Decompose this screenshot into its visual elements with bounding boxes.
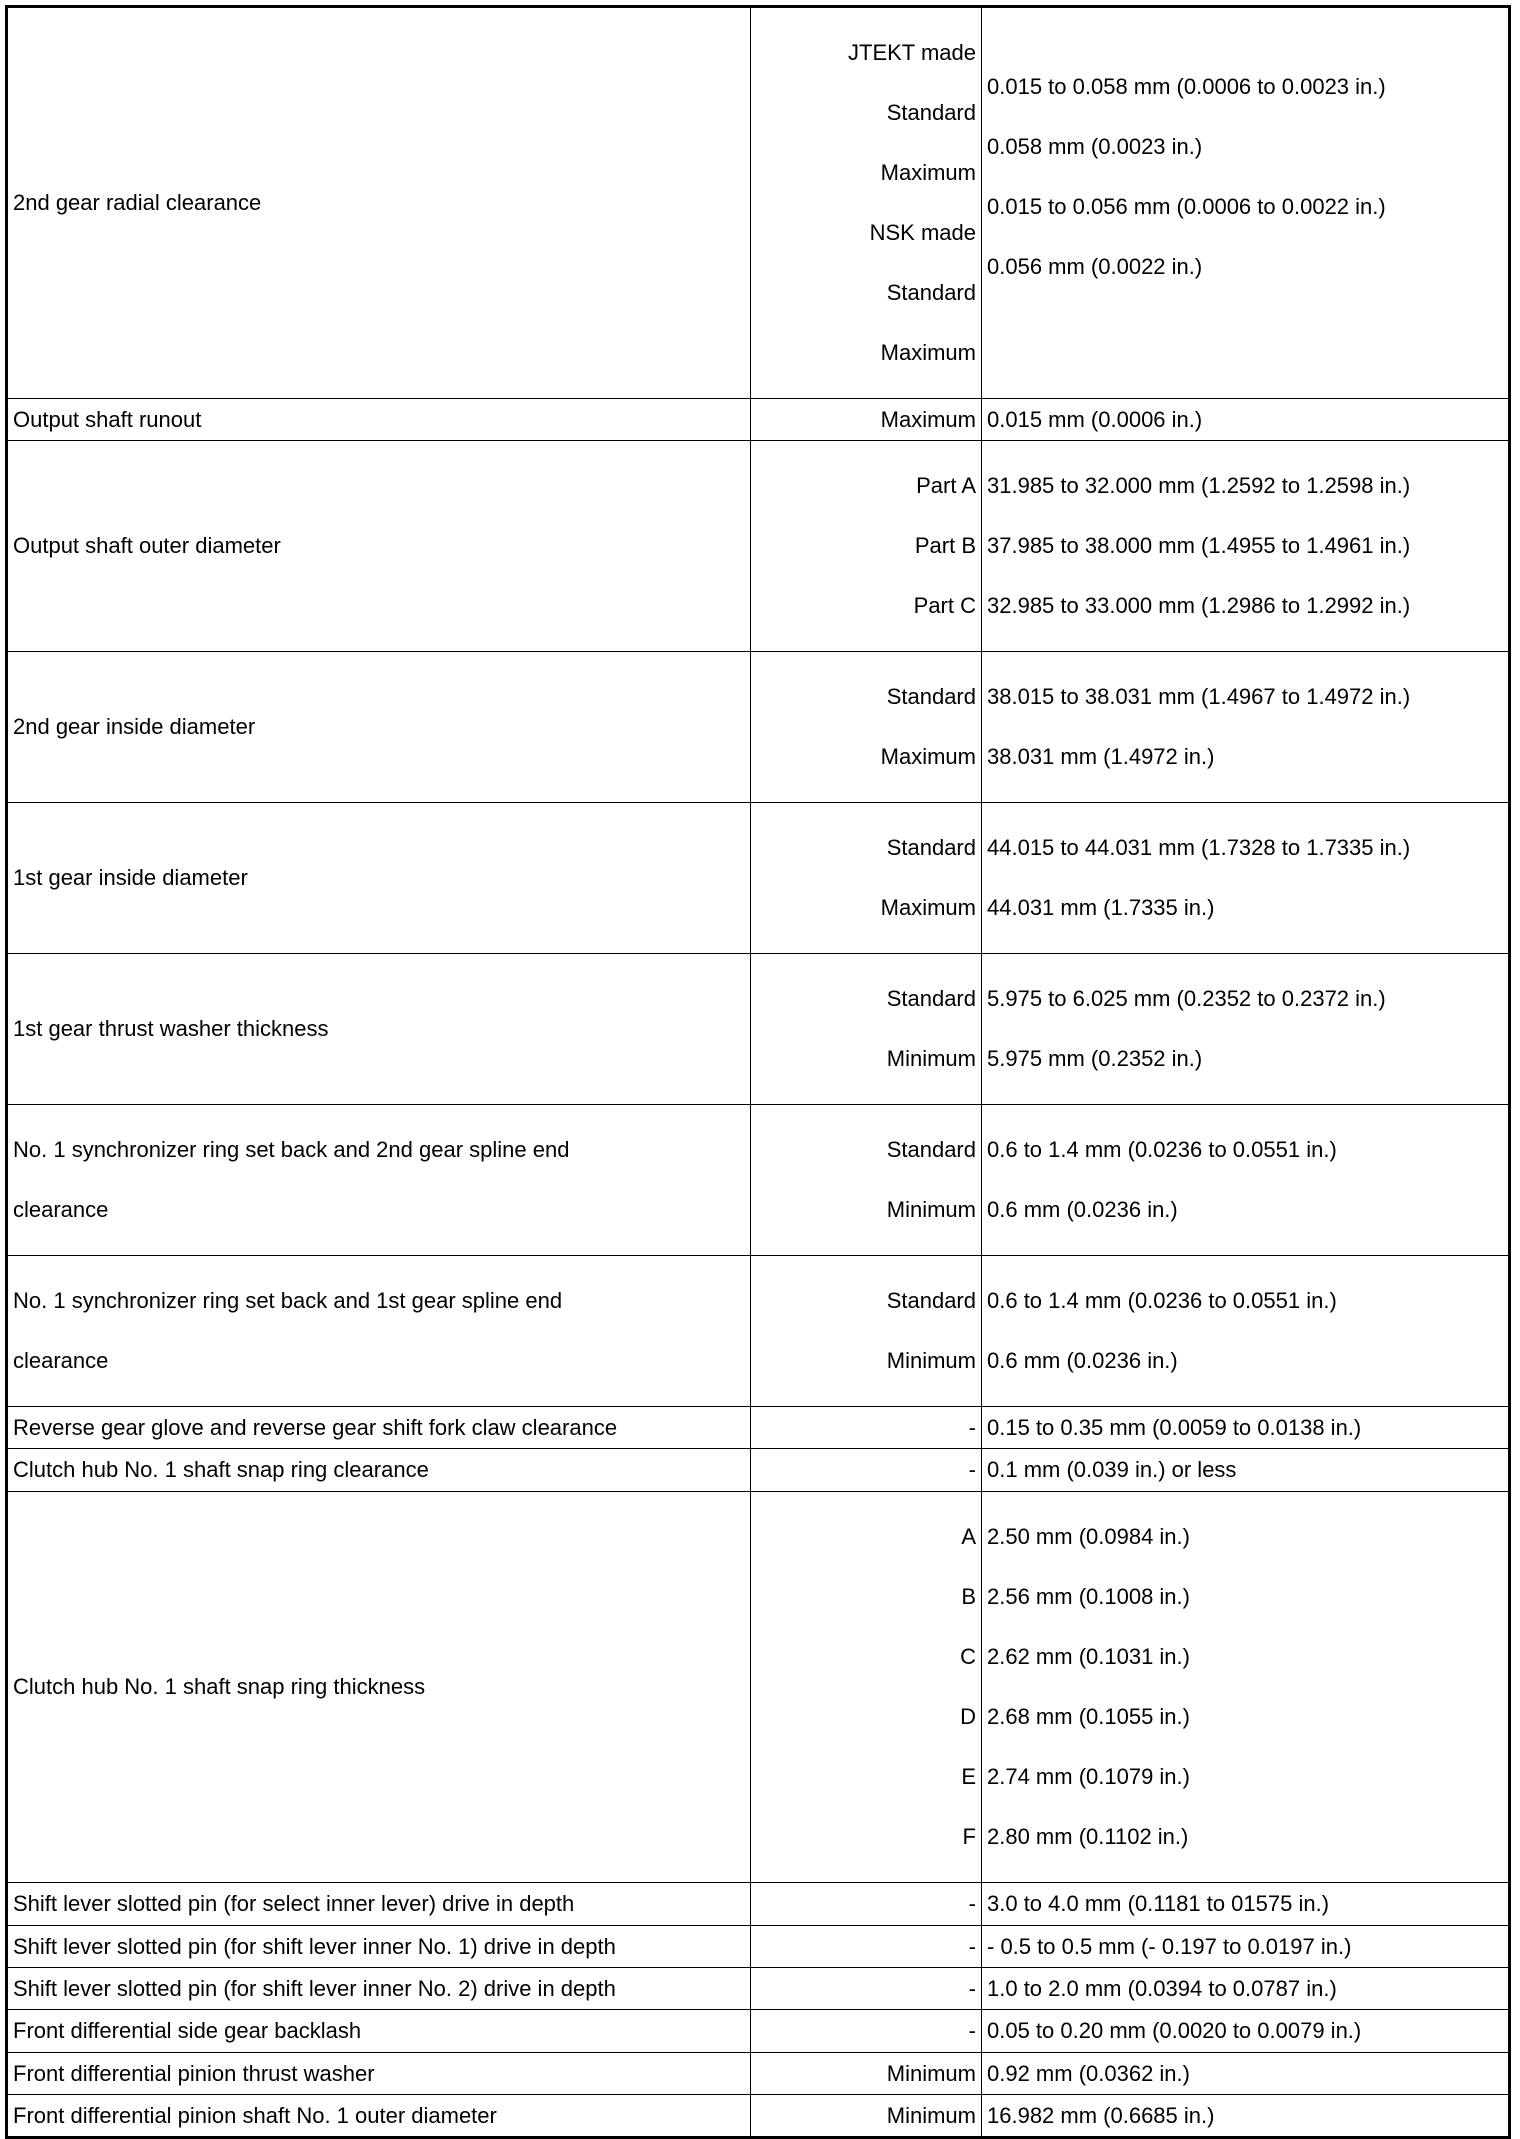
table-row (7, 1256, 1510, 1407)
table-row (7, 1105, 1510, 1256)
condition-text: Standard (886, 280, 976, 305)
table-row (7, 1968, 1510, 2010)
condition-text: E (961, 1764, 976, 1789)
specification-table-body (7, 7, 1510, 2138)
condition-cell (751, 1492, 982, 1883)
item-cell (7, 2010, 751, 2053)
table-row (7, 1883, 1510, 1926)
item-cell (7, 441, 751, 652)
condition-cell (751, 1449, 982, 1492)
value-text: 0.058 mm (0.0023 in.) (987, 134, 1203, 159)
item-cell (7, 2053, 751, 2095)
item-text: Reverse gear glove and reverse gear shift fork claw clearance (13, 1414, 618, 1440)
item-text: Output shaft runout (13, 406, 202, 432)
condition-text: Standard (886, 986, 976, 1011)
condition-text: - (968, 1891, 976, 1916)
condition-text: Standard (886, 1288, 976, 1313)
value-text: 0.015 to 0.056 mm (0.0006 to 0.0022 in.) (987, 194, 1386, 219)
value-cell (982, 399, 1510, 441)
condition-text: B (961, 1584, 976, 1609)
condition-text: D (960, 1704, 976, 1729)
value-text: 0.15 to 0.35 mm (0.0059 to 0.0138 in.) (987, 1414, 1362, 1440)
value-cell (982, 1105, 1510, 1256)
table-row (7, 1926, 1510, 1968)
item-text: Shift lever slotted pin (for shift lever inner No. 1) drive in depth (13, 1933, 616, 1959)
value-text: 44.015 to 44.031 mm (1.7328 to 1.7335 in.) (987, 835, 1411, 860)
table-row (7, 399, 1510, 441)
condition-text: - (968, 2018, 976, 2043)
value-text: 2.62 mm (0.1031 in.) (987, 1644, 1190, 1669)
item-cell (7, 1449, 751, 1492)
condition-text: Minimum (886, 2102, 976, 2128)
value-text: 2.68 mm (0.1055 in.) (987, 1704, 1190, 1729)
value-text: 5.975 to 6.025 mm (0.2352 to 0.2372 in.) (987, 986, 1386, 1011)
table-row (7, 2095, 1510, 2138)
item-text: No. 1 synchronizer ring set back and 2nd gear spline end (13, 1137, 570, 1162)
item-cell (7, 2095, 751, 2138)
value-text: 0.6 mm (0.0236 in.) (987, 1197, 1178, 1222)
value-cell (982, 1926, 1510, 1968)
value-text: 0.6 mm (0.0236 in.) (987, 1348, 1178, 1373)
item-text: Clutch hub No. 1 shaft snap ring clearance (13, 1457, 429, 1482)
value-text: 0.6 to 1.4 mm (0.0236 to 0.0551 in.) (987, 1288, 1337, 1313)
condition-cell (751, 652, 982, 803)
condition-cell (751, 2010, 982, 2053)
condition-text: Standard (886, 100, 976, 125)
value-text: 0.6 to 1.4 mm (0.0236 to 0.0551 in.) (987, 1137, 1337, 1162)
condition-cell (751, 1256, 982, 1407)
value-text: 5.975 mm (0.2352 in.) (987, 1046, 1203, 1071)
condition-cell (751, 399, 982, 441)
value-text: 0.056 mm (0.0022 in.) (987, 254, 1203, 279)
condition-text: - (968, 1457, 976, 1482)
condition-text: - (968, 1414, 976, 1440)
value-cell (982, 2053, 1510, 2095)
value-cell (982, 1407, 1510, 1449)
item-cell (7, 1256, 751, 1407)
table-row (7, 652, 1510, 803)
condition-text: Minimum (886, 2060, 976, 2086)
item-text: Front differential pinion thrust washer (13, 2060, 375, 2086)
value-text: 16.982 mm (0.6685 in.) (987, 2102, 1215, 2128)
table-row (7, 803, 1510, 954)
item-text: 2nd gear inside diameter (13, 714, 256, 739)
condition-text: Standard (886, 1137, 976, 1162)
value-cell (982, 7, 1510, 399)
value-cell (982, 1968, 1510, 2010)
value-cell (982, 652, 1510, 803)
item-cell (7, 1492, 751, 1883)
item-cell (7, 1407, 751, 1449)
condition-text: Maximum (880, 406, 976, 432)
item-text: 1st gear inside diameter (13, 865, 248, 890)
condition-cell (751, 2053, 982, 2095)
condition-text: Maximum (880, 340, 976, 365)
value-cell (982, 1256, 1510, 1407)
value-text: 32.985 to 33.000 mm (1.2986 to 1.2992 in.) (987, 593, 1411, 618)
specification-table (5, 5, 1511, 2139)
value-text: 2.50 mm (0.0984 in.) (987, 1524, 1190, 1549)
item-cell (7, 803, 751, 954)
condition-cell (751, 954, 982, 1105)
condition-text: Part A (916, 473, 976, 498)
table-row (7, 1492, 1510, 1883)
item-cell (7, 652, 751, 803)
value-cell (982, 441, 1510, 652)
item-text: Front differential side gear backlash (13, 2018, 362, 2043)
condition-text: NSK made (869, 220, 976, 245)
value-cell (982, 1883, 1510, 1926)
value-text: 38.031 mm (1.4972 in.) (987, 744, 1215, 769)
value-text: - 0.5 to 0.5 mm (- 0.197 to 0.0197 in.) (987, 1933, 1352, 1959)
item-cell (7, 1926, 751, 1968)
item-text: clearance (13, 1197, 109, 1222)
condition-text: - (968, 1933, 976, 1959)
value-text: 0.05 to 0.20 mm (0.0020 to 0.0079 in.) (987, 2018, 1362, 2043)
value-text: 2.74 mm (0.1079 in.) (987, 1764, 1190, 1789)
table-row (7, 954, 1510, 1105)
condition-cell (751, 1407, 982, 1449)
condition-cell (751, 7, 982, 399)
table-row (7, 7, 1510, 399)
condition-text: Maximum (880, 160, 976, 185)
item-text: Output shaft outer diameter (13, 533, 281, 558)
item-cell (7, 1883, 751, 1926)
value-text: 0.92 mm (0.0362 in.) (987, 2060, 1190, 2086)
table-row (7, 1449, 1510, 1492)
condition-text: Part B (914, 533, 976, 558)
table-row (7, 2010, 1510, 2053)
value-text: 37.985 to 38.000 mm (1.4955 to 1.4961 in.) (987, 533, 1411, 558)
table-row (7, 2053, 1510, 2095)
value-text: 0.015 to 0.058 mm (0.0006 to 0.0023 in.) (987, 74, 1386, 99)
condition-cell (751, 1926, 982, 1968)
value-text: 31.985 to 32.000 mm (1.2592 to 1.2598 in.) (987, 473, 1411, 498)
item-cell (7, 399, 751, 441)
value-text: 3.0 to 4.0 mm (0.1181 to 01575 in.) (987, 1891, 1330, 1916)
value-cell (982, 2095, 1510, 2138)
condition-cell (751, 441, 982, 652)
condition-text: F (962, 1824, 976, 1849)
condition-text: Part C (913, 593, 976, 618)
item-text: clearance (13, 1348, 109, 1373)
item-text: Front differential pinion shaft No. 1 outer diameter (13, 2102, 497, 2128)
item-text: Shift lever slotted pin (for select inner lever) drive in depth (13, 1891, 575, 1916)
condition-text: Standard (886, 835, 976, 860)
table-row (7, 1407, 1510, 1449)
table-row (7, 441, 1510, 652)
item-text: 1st gear thrust washer thickness (13, 1016, 329, 1041)
condition-text: A (961, 1524, 976, 1549)
condition-text: Minimum (886, 1197, 976, 1222)
item-text: Shift lever slotted pin (for shift lever inner No. 2) drive in depth (13, 1975, 616, 2001)
value-text: 2.80 mm (0.1102 in.) (987, 1824, 1189, 1849)
value-cell (982, 1449, 1510, 1492)
condition-text: C (960, 1644, 976, 1669)
condition-text: Minimum (886, 1046, 976, 1071)
item-cell (7, 1968, 751, 2010)
item-text: Clutch hub No. 1 shaft snap ring thickness (13, 1674, 426, 1699)
condition-cell (751, 803, 982, 954)
condition-text: Standard (886, 684, 976, 709)
item-cell (7, 954, 751, 1105)
condition-text: Maximum (880, 744, 976, 769)
value-cell (982, 2010, 1510, 2053)
value-cell (982, 803, 1510, 954)
value-text: 44.031 mm (1.7335 in.) (987, 895, 1215, 920)
value-text: 0.1 mm (0.039 in.) or less (987, 1457, 1237, 1482)
condition-cell (751, 2095, 982, 2138)
value-text: 0.015 mm (0.0006 in.) (987, 406, 1203, 432)
condition-cell (751, 1968, 982, 2010)
condition-cell (751, 1105, 982, 1256)
condition-cell (751, 1883, 982, 1926)
item-text: No. 1 synchronizer ring set back and 1st gear spline end (13, 1288, 563, 1313)
condition-text: Maximum (880, 895, 976, 920)
condition-text: - (968, 1975, 976, 2001)
value-text: 2.56 mm (0.1008 in.) (987, 1584, 1190, 1609)
value-text: 1.0 to 2.0 mm (0.0394 to 0.0787 in.) (987, 1975, 1337, 2001)
item-cell (7, 7, 751, 399)
value-cell (982, 954, 1510, 1105)
item-cell (7, 1105, 751, 1256)
value-text: 38.015 to 38.031 mm (1.4967 to 1.4972 in.) (987, 684, 1411, 709)
item-text: 2nd gear radial clearance (13, 190, 262, 215)
condition-text: Minimum (886, 1348, 976, 1373)
value-cell (982, 1492, 1510, 1883)
condition-text: JTEKT made (848, 40, 976, 65)
